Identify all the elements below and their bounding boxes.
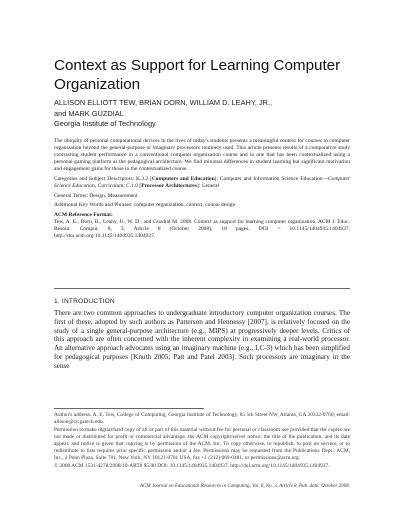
paper-title: Context as Support for Learning Computer Organization <box>54 57 341 93</box>
acm-reference-label: ACM Reference Format: <box>54 211 113 218</box>
permission-footnote: Permission to make digital/hard copy of all or part of this material without fee for personal or classroom use provided that the copies are not made or distributed for profit or commercial advantage, the ACM copyright/server notice, the title of the publication, and its date appear, and notice is given that copying is by permission of the ACM, Inc. To copy otherwise, to republish, to post on servers, or to redistribute to lists requires prior specific permission and/or a fee. Permissions may be requested from the Publications Dept., ACM, Inc., 2 Penn Plaza, Suite 701, New York, NY 10121-0701 USA, fax +1 (212) 869-0481, or permissions@acm.org. <box>54 427 350 461</box>
categories-text: ]: Computer and Information Science Education— <box>214 175 329 182</box>
author-address-footnote: Author's address: A. E. Tew, College of Computing, Georgia Institute of Technology, 85 5th Street NW, Atlanta, GA 30332-0760; email: allison@cc.gatech.edu. <box>54 412 350 425</box>
footnote-rule <box>54 408 204 409</box>
keywords: Additional Key Words and Phrases: computer organization, context, course design <box>54 202 236 209</box>
acm-reference-format <box>54 212 350 240</box>
authors-line-1: ALLISON ELLIOTT TEW, BRIAN DORN, WILLIAM D. LEAHY, JR., <box>54 98 273 107</box>
introduction-body <box>54 309 350 370</box>
categories-label: Categories and Subject Descriptors: <box>54 175 135 182</box>
categories-and-subject-descriptors <box>54 176 350 190</box>
categories-text: ]: General <box>196 182 220 189</box>
copyright-footnote: © 2008 ACM 1531-4278/2008/10-ART8 $5.00 DOI: 10.1145/1404935.1404937. http://doi.acm.org/10.1145/1404935.1404937. <box>54 463 330 469</box>
section-divider <box>54 288 350 289</box>
section-heading-introduction: 1. INTRODUCTION <box>54 298 115 305</box>
authors-line-2: and MARK GUZDIAL <box>54 108 124 118</box>
categories-text: K.3.2 [ <box>135 175 152 182</box>
category-cs-education: Computer Science Education, Curriculum <box>54 175 351 189</box>
acm-reference-text: Tew, A. E., Dorn, B., Leahy, Jr., W. D., and Guzdial M. 2008. Context as support for learning computer organization. ACM J. Educ. Resour. Comput. 8, 3, Article 8 (October 2008), 18 pages. DOI = 10.1145/1404935.1404937. http://doi.acm.org/10.1145/1404935.1404937. <box>54 218 350 239</box>
footnote-block <box>54 412 350 471</box>
abstract-block <box>54 138 350 243</box>
category-computers-and-education: Computers and Education <box>151 175 215 182</box>
category-processor-architectures: Processor Architectures <box>141 182 197 189</box>
abstract-text: The ubiquity of personal computational devices in the lives of today's students presents a meaningful context for courses in computer organization beyond the general-purpose or imaginary processors routinely used. This article presents results of a comparative study contrasting student performance in a conventional computer organization course and in one that has been contextualized using a personal gaming platform as the pedagogical architecture. We find minimal differences in student learning but significant motivation and engagement gains for those in the contextualized course. <box>54 138 350 173</box>
general-terms: General Terms: Design, Measurement <box>54 192 138 199</box>
running-footer: ACM Journal on Educational Resources in Computing, Vol. 8, No. 3, Article 8, Pub. date: October 2008. <box>140 484 350 489</box>
author-block <box>54 98 350 130</box>
categories-text: ; C.1.0 [ <box>123 182 142 189</box>
affiliation: Georgia Institute of Technology <box>54 119 156 128</box>
introduction-paragraph: There are two common approaches to undergraduate introductory computer organization courses. The first of these, adopted by such authors as Patterson and Hennessy [2007], is relatively focused on the study of a single general-purpose architecture (e.g., MIPS) at progressively deeper levels. Critics of this approach are often concerned with the inherent complexity in examining a real-world processor. An alternative approach advocates using an imaginary machine (e.g., LC-3) which has been simplified for pedagogical purposes [Knuth 2005; Patt and Patel 2003]. Such processors are imaginary in the sense <box>54 309 350 370</box>
